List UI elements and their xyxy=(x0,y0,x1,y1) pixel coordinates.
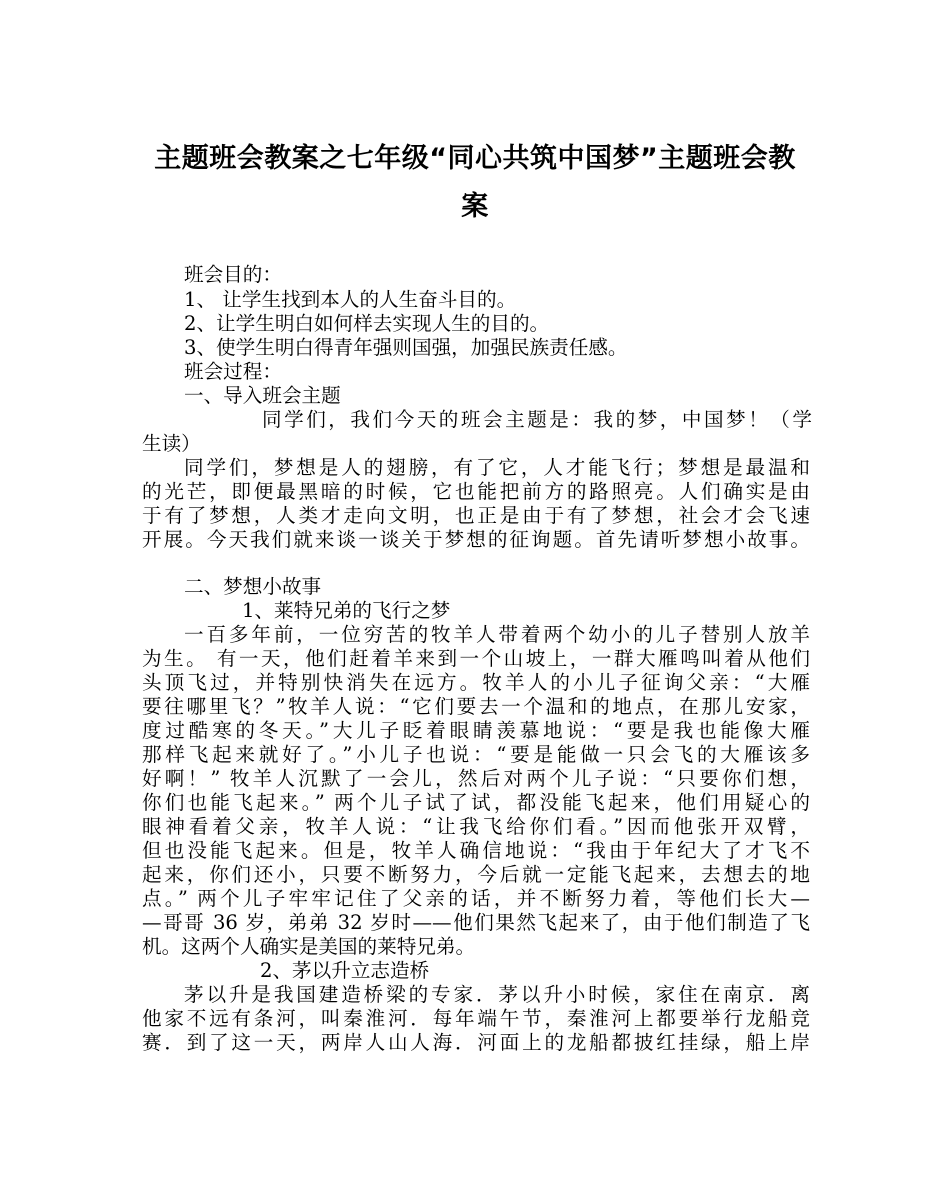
story-1-line: 好啊！” 牧羊人沉默了一会儿，然后对两个儿子说：“只要你们想， xyxy=(142,767,810,790)
dream-paragraph-line: 开展。今天我们就来谈一谈关于梦想的征询题。首先请听梦想小故事。 xyxy=(142,528,810,551)
story-2-title: 2、茅以升立志造桥 xyxy=(260,959,430,982)
dream-paragraph-line: 的光芒，即便最黑暗的时候，它也能把前方的路照亮。人们确实是由 xyxy=(142,480,810,503)
heading-part-1: 一、导入班会主题 xyxy=(184,384,341,407)
dream-paragraph-line: 于有了梦想，人类才走向文明，也正是由于有了梦想，社会才会飞速 xyxy=(142,504,810,527)
intro-line-1: 同学们，我们今天的班会主题是：我的梦，中国梦！（学 xyxy=(262,408,812,431)
goal-item-1: 1、 让学生找到本人的人生奋斗目的。 xyxy=(184,288,517,311)
story-2-line: 赛．到了这一天，两岸人山人海．河面上的龙船都披红挂绿，船上岸 xyxy=(142,1031,810,1054)
story-1-line: 头顶飞过，并特别快消失在远方。牧羊人的小儿子征询父亲：“大雁 xyxy=(142,671,810,694)
story-1-line: 一百多年前，一位穷苦的牧羊人带着两个幼小的儿子替别人放羊 xyxy=(184,623,810,646)
story-1-line: 要往哪里飞？”牧羊人说：“它们要去一个温和的地点，在那儿安家， xyxy=(142,695,810,718)
document-title-line-1: 主题班会教案之七年级“同心共筑中国梦”主题班会教 xyxy=(154,143,796,174)
document-title-line-2: 案 xyxy=(461,191,489,222)
story-1-line: 起来，你们还小，只要不断努力，今后就一定能飞起来，去想去的地 xyxy=(142,863,810,886)
goal-item-2: 2、让学生明白如何样去实现人生的目的。 xyxy=(184,312,550,335)
story-1-line: 点。” 两个儿子牢牢记住了父亲的话，并不断努力着，等他们长大— xyxy=(142,887,810,910)
story-1-line: 但也没能飞起来。但是，牧羊人确信地说：“我由于年纪大了才飞不 xyxy=(142,839,810,862)
story-1-line: 机。这两个人确实是美国的莱特兄弟。 xyxy=(142,935,476,958)
story-1-title: 1、莱特兄弟的飞行之梦 xyxy=(242,599,451,622)
story-2-line: 他家不远有条河，叫秦淮河．每年端午节，秦淮河上都要举行龙船竞 xyxy=(142,1007,810,1030)
story-1-line: 为生。 有一天，他们赶着羊来到一个山坡上，一群大雁鸣叫着从他们 xyxy=(142,647,810,670)
section-label-goals: 班会目的： xyxy=(184,263,282,286)
story-2-line: 茅以升是我国建造桥梁的专家．茅以升小时候，家住在南京．离 xyxy=(184,983,810,1006)
section-label-process: 班会过程： xyxy=(184,360,282,383)
intro-line-2: 生读） xyxy=(142,432,201,455)
dream-paragraph-line: 同学们，梦想是人的翅膀，有了它，人才能飞行；梦想是最温和 xyxy=(184,456,810,479)
heading-part-2: 二、梦想小故事 xyxy=(184,575,322,598)
story-1-line: 度过酷寒的冬天。”大儿子眨着眼睛羡慕地说：“要是我也能像大雁 xyxy=(142,719,810,742)
story-1-line: 那样飞起来就好了。”小儿子也说：“要是能做一只会飞的大雁该多 xyxy=(142,743,810,766)
story-1-line: —哥哥 36 岁，弟弟 32 岁时——他们果然飞起来了，由于他们制造了飞 xyxy=(142,911,810,934)
story-1-line: 眼神看着父亲，牧羊人说：“让我飞给你们看。”因而他张开双臂， xyxy=(142,815,810,838)
goal-item-3: 3、使学生明白得青年强则国强，加强民族责任感。 xyxy=(184,336,628,359)
story-1-line: 你们也能飞起来。” 两个儿子试了试，都没能飞起来，他们用疑心的 xyxy=(142,791,810,814)
